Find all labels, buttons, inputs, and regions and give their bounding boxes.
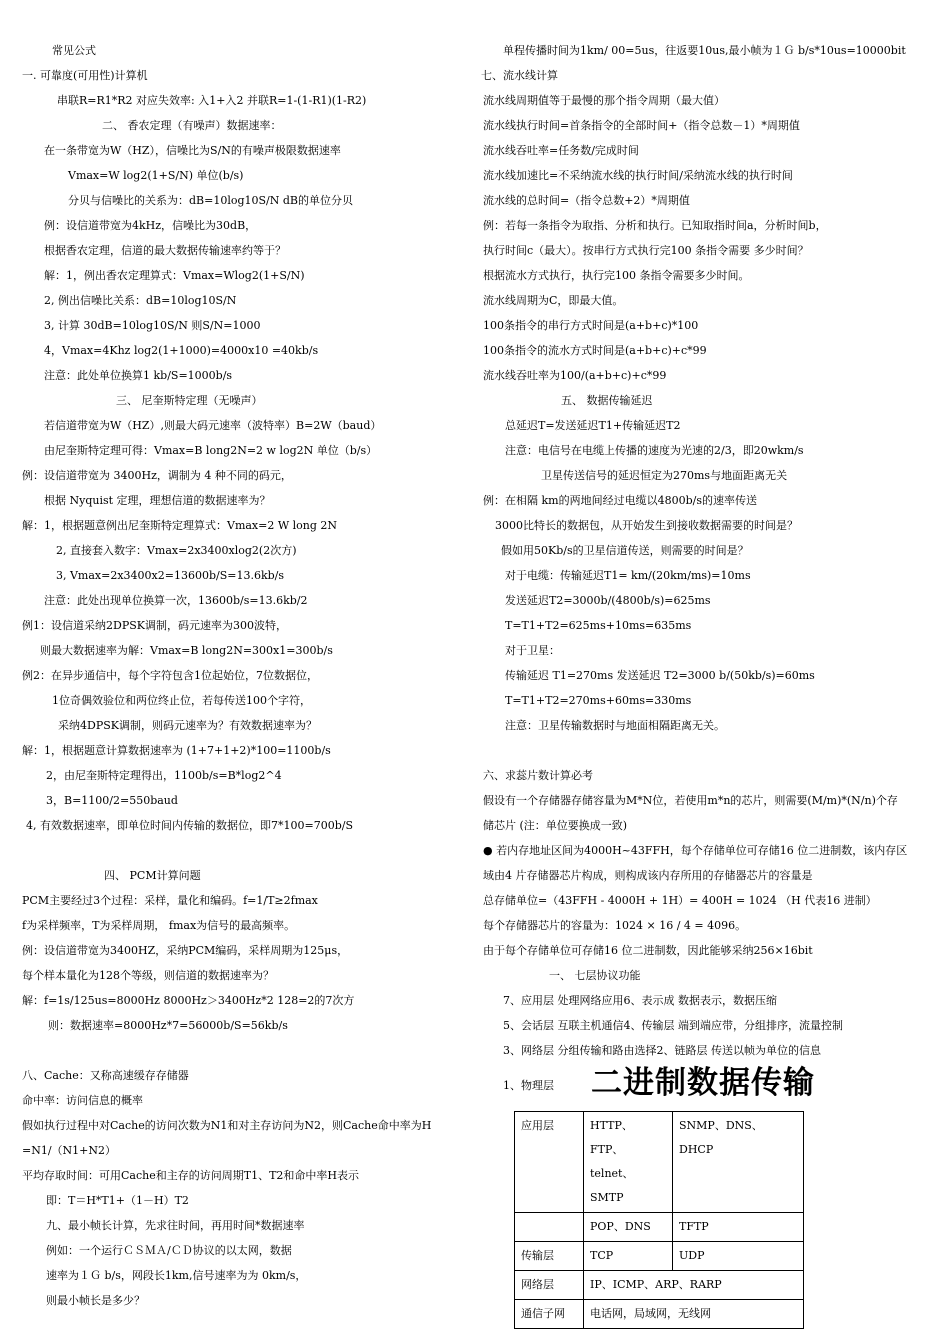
text-line: 总存储单位=（43FFH - 4000H + 1H）= 400H = 1024 （H 代表16 进制） [483, 894, 877, 907]
text-line: 四、 PCM计算问题 [104, 869, 201, 882]
text-line: 二、 香农定理（有噪声）数据速率： [102, 119, 282, 132]
text-line: T=T1+T2=625ms+10ms=635ms [505, 619, 692, 632]
text-line: 100条指令的串行方式时间是(a+b+c)*100 [483, 319, 699, 332]
text-line: 每个存储器芯片的容量为：1024 × 16 / 4 = 4096。 [483, 919, 747, 932]
protocol-table-row [515, 1242, 804, 1271]
text-line: 执行时间c（最大）。按串行方式执行完100 条指令需要 多少时间？ [483, 244, 809, 257]
text-line: 每个样本量化为128个等级，则信道的数据速率为？ [22, 969, 274, 982]
text-line: 串联R=R1*R2 对应失效率: 入1+入2 并联R=1-(1-R1)(1-R2) [57, 94, 367, 107]
text-line: 三、 尼奎斯特定理（无噪声） [116, 394, 263, 407]
text-line: 对于电缆：传输延迟T1= km/(20km/ms)=10ms [505, 569, 751, 582]
text-line: 七、流水线计算 [481, 69, 558, 82]
text-line: 流水线加速比=不采纳流水线的执行时间/采纳流水线的执行时间 [483, 169, 793, 182]
text-line: 发送延迟T2=3000b/(4800b/s)=625ms [505, 594, 711, 607]
text-line: 域由4 片存储器芯片构成，则构成该内存所用的存储器芯片的容量是 [483, 869, 813, 882]
layer-name-cell: 网络层 [515, 1271, 584, 1300]
text-line: 假如执行过程中对Cache的访问次数为N1和对主存访问为N2，则Cache命中率为H [22, 1119, 432, 1132]
text-line: 注意：此处单位换算1 kb/S=1000b/s [44, 369, 233, 382]
text-line: 九、最小帧长计算，先求往时间，再用时间*数据速率 [46, 1219, 305, 1232]
text-line: 采纳4DPSK调制，则码元速率为？有效数据速率为？ [58, 719, 317, 732]
text-line: 由尼奎斯特定理可得：Vmax=B long2N=2 w log2N 单位（b/s） [44, 444, 378, 457]
text-line: 4，Vmax=4Khz log2(1+1000)=4000x10 =40kb/s [44, 344, 319, 357]
physical-layer-label: 1、物理层 [503, 1079, 554, 1092]
text-line: T=T1+T2=270ms+60ms=330ms [505, 694, 692, 707]
protocol-cell: SNMP、DNS、DHCP [673, 1112, 804, 1213]
text-line: 流水线吞吐率为100/(a+b+c)+c*99 [483, 369, 667, 382]
text-line: 即：T＝H*T1+（1－H）T2 [46, 1194, 189, 1207]
text-line: 假设有一个存储器存储容量为M*N位，若使用m*n的芯片，则需要(M/m)*(N/n)个存 [483, 794, 898, 807]
text-line: 命中率：访问信息的概率 [22, 1094, 143, 1107]
text-line: 则：数据速率=8000Hz*7=56000b/S=56kb/s [48, 1019, 288, 1032]
text-line: 解：1，根据题意例出尼奎斯特定理算式：Vmax=2 W long 2N [22, 519, 338, 532]
text-line: 平均存取时间：可用Cache和主存的访问周期T1、T2和命中率H表示 [22, 1169, 359, 1182]
text-line: 例：设信道带宽为 3400Hz，调制为 4 种不同的码元， [22, 469, 292, 482]
protocol-cell: POP、DNS [584, 1213, 673, 1242]
protocol-table [514, 1111, 804, 1329]
text-line: 一. 可靠度(可用性)计算机 [22, 69, 148, 82]
text-line: f为采样频率，T为采样周期， fmax为信号的最高频率。 [22, 919, 296, 932]
text-line: 1位奇偶效验位和两位终止位，若每传送100个字符， [52, 694, 311, 707]
text-line: 则最大数据速率为解：Vmax=B long2N=300x1=300b/s [40, 644, 333, 657]
blank-line [22, 1038, 474, 1063]
layer-name-cell [515, 1213, 584, 1242]
left-column [22, 38, 474, 1313]
text-line: 例：设信道带宽为4kHz，信噪比为30dB， [44, 219, 257, 232]
text-line: 2, 直接套入数字：Vmax=2x3400xlog2(2次方) [56, 544, 297, 557]
protocol-table-row [515, 1300, 804, 1329]
text-line: 例：设信道带宽为3400HZ，采纳PCM编码，采样周期为125μs， [22, 944, 349, 957]
text-line: 六、求蕊片数计算必考 [483, 769, 593, 782]
physical-layer-row [481, 1063, 931, 1105]
text-line: 在一条带宽为W（HZ），信噪比为S/N的有噪声极限数据速率 [44, 144, 341, 157]
text-line: 5、会话层 互联主机通信4、传输层 端到端应带，分组排序，流量控制 [503, 1019, 843, 1032]
text-line: 储芯片 (注：单位要换成一致) [483, 819, 628, 832]
text-line: 流水线周期为C，即最大值。 [483, 294, 624, 307]
protocol-cell: TFTP [673, 1213, 804, 1242]
text-line: 例如：一个运行ＣＳＭＡ/ＣＤ协议的以太网，数据 [46, 1244, 292, 1257]
text-line: ● 若内存地址区间为4000H~43FFH，每个存储单位可存储16 位二进制数，该内存区 [483, 844, 908, 857]
text-line: 例：若每一条指令为取指、分析和执行。已知取指时间a，分析时间b， [483, 219, 827, 232]
text-line: 根据 Nyquist 定理，理想信道的数据速率为？ [44, 494, 271, 507]
text-line: 注意：卫星传输数据时与地面相隔距离无关。 [505, 719, 725, 732]
text-line: 若信道带宽为W（HZ）,则最大码元速率（波特率）B=2W（baud） [44, 419, 382, 432]
text-line: 流水线周期值等于最慢的那个指令周期（最大值） [483, 94, 725, 107]
text-line: 速率为１Ｇ b/s，网段长1km,信号速率为为 0km/s， [46, 1269, 307, 1282]
text-line: 例：在相隔 km的两地间经过电缆以4800b/s的速率传送 [483, 494, 757, 507]
text-line: 总延迟T=发送延迟T1+传输延迟T2 [505, 419, 681, 432]
text-line: 根据香农定理，信道的最大数据传输速率约等于？ [44, 244, 286, 257]
text-line: 单程传播时间为1km/ 00=5us，往返要10us,最小帧为１Ｇ b/s*10us=10000bit [503, 44, 906, 57]
blank-line [22, 838, 474, 863]
protocol-cell: TCP [584, 1242, 673, 1271]
text-line: 2, 例出信噪比关系：dB=10log10S/N [44, 294, 237, 307]
right-column [481, 38, 931, 1329]
text-line: 3、网络层 分组传输和路由选择2、链路层 传送以帧为单位的信息 [503, 1044, 821, 1057]
protocol-table-row [515, 1271, 804, 1300]
text-line: 3，B=1100/2=550baud [46, 794, 178, 807]
text-line: PCM主要经过3个过程：采样，量化和编码。f=1/T≥2fmax [22, 894, 318, 907]
protocol-table-row [515, 1112, 804, 1213]
text-line: 根据流水方式执行，执行完100 条指令需要多少时间。 [483, 269, 750, 282]
text-line: Vmax=W log2(1+S/N) 单位(b/s) [68, 169, 244, 182]
layer-name-cell: 应用层 [515, 1112, 584, 1213]
text-line: 例1：设信道采纳2DPSK调制，码元速率为300波特， [22, 619, 287, 632]
binary-transmission-heading: 二进制数据传输 [591, 1065, 815, 1101]
text-line: 由于每个存储单位可存储16 位二进制数，因此能够采纳256×16bit [483, 944, 813, 957]
text-line: 流水线执行时间=首条指令的全部时间+（指令总数－1）*周期值 [483, 119, 800, 132]
protocol-cell: 电话网，局域网，无线网 [584, 1300, 804, 1329]
text-line: 一、 七层协议功能 [549, 969, 641, 982]
text-line: 3000比特长的数据包，从开始发生到接收数据需要的时间是？ [495, 519, 798, 532]
text-line: 3, 计算 30dB=10log10S/N 则S/N=1000 [44, 319, 261, 332]
protocol-cell: HTTP、FTP、telnet、SMTP [584, 1112, 673, 1213]
blank-line [481, 738, 931, 763]
protocol-table-row [515, 1213, 804, 1242]
protocol-cell: UDP [673, 1242, 804, 1271]
layer-name-cell: 传输层 [515, 1242, 584, 1271]
text-line: 解：1，例出香农定理算式：Vmax=Wlog2(1+S/N) [44, 269, 305, 282]
text-line: 注意：此处出现单位换算一次，13600b/s=13.6kb/2 [44, 594, 308, 607]
text-line: 流水线吞吐率=任务数/完成时间 [483, 144, 639, 157]
text-line: 常见公式 [52, 44, 96, 57]
text-line: 解：1，根据题意计算数据速率为 (1+7+1+2)*100=1100b/s [22, 744, 331, 757]
text-line: 流水线的总时间=（指令总数+2）*周期值 [483, 194, 690, 207]
text-line: 五、 数据传输延迟 [561, 394, 653, 407]
text-line: 则最小帧长是多少？ [46, 1294, 145, 1307]
text-line: 注意：电信号在电缆上传播的速度为光速的2/3，即20wkm/s [505, 444, 804, 457]
text-line: 八、Cache：又称高速缓存存储器 [22, 1069, 189, 1082]
text-line: 解：f=1s/125us=8000Hz 8000Hz＞3400Hz*2 128=2的7次方 [22, 994, 355, 1007]
right-text-lines [481, 38, 931, 1063]
text-line: 传输延迟 T1=270ms 发送延迟 T2=3000 b/(50kb/s)=60ms [505, 669, 815, 682]
text-line: 7、应用层 处理网络应用6、表示成 数据表示，数据压缩 [503, 994, 777, 1007]
text-line: 4, 有效数据速率，即单位时间内传输的数据位，即7*100=700b/S [26, 819, 353, 832]
text-line: 3, Vmax=2x3400x2=13600b/S=13.6kb/s [56, 569, 285, 582]
text-line: 对于卫星： [505, 644, 560, 657]
text-line: =N1/（N1+N2） [22, 1144, 117, 1157]
layer-name-cell: 通信子网 [515, 1300, 584, 1329]
text-line: 卫星传送信号的延迟恒定为270ms与地面距离无关 [541, 469, 788, 482]
protocol-cell: IP、ICMP、ARP、RARP [584, 1271, 804, 1300]
text-line: 假如用50Kb/s的卫星信道传送，则需要的时间是？ [501, 544, 749, 557]
text-line: 2，由尼奎斯特定理得出，1100b/s=B*log2^4 [46, 769, 282, 782]
text-line: 例2：在异步通信中，每个字符包含1位起始位，7位数据位， [22, 669, 318, 682]
text-line: 分贝与信噪比的关系为：dB=10log10S/N dB的单位分贝 [68, 194, 354, 207]
text-line: 100条指令的流水方式时间是(a+b+c)+c*99 [483, 344, 707, 357]
